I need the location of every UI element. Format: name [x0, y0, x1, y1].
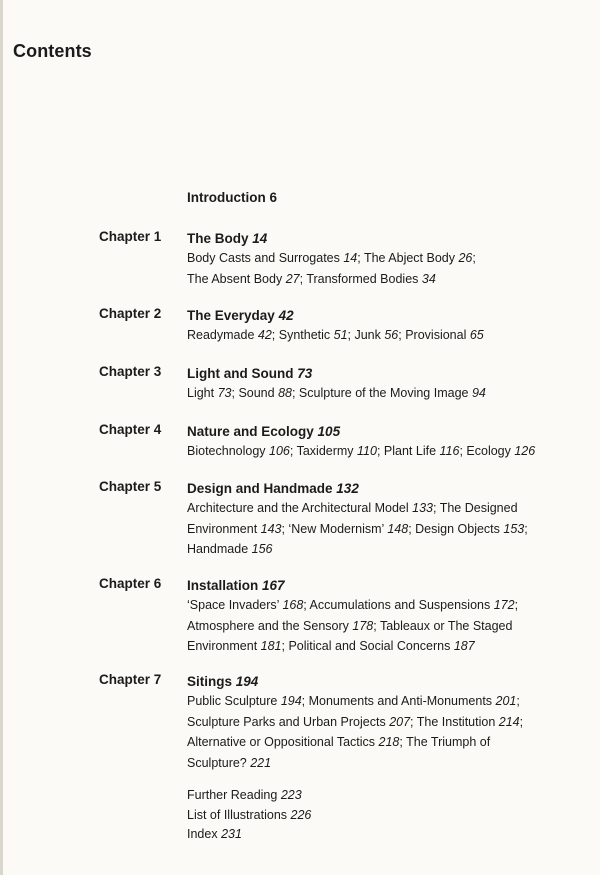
section-page: 143	[260, 521, 282, 536]
chapter-title-text: Light and Sound	[187, 366, 294, 381]
chapter-title-text: The Body	[187, 231, 249, 246]
chapter-page: 105	[317, 424, 341, 439]
section-page: 201	[495, 694, 517, 708]
section-text: ; Monuments and Anti-Monuments	[301, 694, 496, 708]
back-matter-page: 223	[280, 788, 302, 802]
section-text: Light	[187, 386, 218, 400]
section-text: ;	[472, 251, 476, 265]
section-page: 56	[384, 328, 399, 342]
chapter-number: Chapter 1	[99, 229, 162, 244]
section-page: 26	[458, 251, 473, 265]
section-page: 34	[421, 271, 436, 286]
chapter-title	[187, 422, 587, 441]
section-page: 42	[257, 328, 272, 342]
section-page: 88	[278, 386, 292, 400]
chapter-title-text: Design and Handmade	[187, 481, 333, 496]
section-text: ;	[519, 714, 524, 729]
chapter-body	[187, 479, 587, 560]
section-page: 214	[498, 714, 520, 729]
section-text: Handmade	[187, 542, 252, 556]
section-line	[187, 384, 587, 404]
section-text: Environment	[187, 639, 261, 653]
section-page: 181	[260, 639, 282, 653]
section-page: 178	[352, 618, 374, 633]
section-line	[187, 637, 587, 657]
section-page: 126	[514, 444, 536, 458]
section-line	[187, 713, 587, 733]
section-page: 73	[217, 386, 232, 400]
section-text: ; Plant Life	[376, 444, 440, 458]
toc-entry-list-of-illustrations	[187, 806, 311, 826]
section-text: ; Sound	[231, 386, 279, 400]
section-text: Architecture and the Architectural Model	[187, 501, 413, 515]
section-text: The Absent Body	[187, 271, 286, 286]
section-line	[187, 249, 587, 269]
chapter-page: 14	[252, 231, 268, 246]
section-page: 172	[493, 598, 515, 612]
section-page: 94	[471, 386, 486, 400]
chapter-title	[187, 672, 587, 691]
section-text: ; The Institution	[410, 714, 499, 729]
section-line	[187, 540, 587, 560]
section-text: ; The Designed	[432, 501, 518, 515]
chapter-number: Chapter 7	[99, 672, 162, 687]
chapter-title	[187, 479, 587, 498]
section-line	[187, 733, 587, 753]
chapter-title	[187, 364, 587, 383]
introduction-label: Introduction	[187, 190, 266, 205]
section-page: 148	[387, 521, 409, 536]
section-text: ; Junk	[347, 328, 385, 342]
section-text: Environment	[187, 521, 261, 536]
toc-entry-index	[187, 825, 311, 845]
chapter-body	[187, 306, 587, 346]
chapter-title-text: Sitings	[187, 674, 233, 689]
chapter-title-text: The Everyday	[187, 308, 275, 323]
chapter-body	[187, 672, 587, 773]
section-page: 218	[378, 735, 400, 749]
chapter-page: 73	[297, 366, 313, 381]
back-matter-label: Further Reading	[187, 788, 278, 802]
section-text: ;	[514, 598, 519, 612]
chapter-number: Chapter 4	[99, 422, 162, 437]
section-page: 153	[503, 521, 525, 536]
section-text: ; Synthetic	[271, 328, 334, 342]
section-line	[187, 520, 587, 540]
section-line	[187, 754, 587, 774]
section-text: ; Tableaux or The Staged	[373, 618, 513, 633]
chapter-body	[187, 576, 587, 657]
section-text: ; ‘New Modernism’	[281, 521, 388, 536]
back-matter-label: List of Illustrations	[187, 807, 288, 822]
chapter-title	[187, 576, 587, 595]
back-matter-page: 226	[290, 807, 312, 822]
section-page: 116	[439, 444, 460, 458]
back-matter-label: Index	[187, 827, 218, 841]
section-text: ;	[524, 521, 528, 536]
toc-entry-further-reading	[187, 786, 311, 806]
section-text: Alternative or Oppositional Tactics	[187, 735, 379, 749]
section-line	[187, 692, 587, 712]
back-matter-page: 231	[221, 827, 242, 841]
section-text: Atmosphere and the Sensory	[187, 618, 353, 633]
section-page: 194	[280, 694, 302, 708]
chapter-title	[187, 306, 587, 325]
chapter-title	[187, 229, 587, 248]
section-text: ; The Abject Body	[357, 251, 459, 265]
chapter-number: Chapter 3	[99, 364, 162, 379]
section-text: Sculpture Parks and Urban Projects	[187, 714, 390, 729]
section-page: 106	[269, 444, 290, 458]
page-title: Contents	[13, 41, 92, 61]
section-page: 65	[469, 328, 484, 342]
section-text: ; Provisional	[398, 328, 470, 342]
chapter-body	[187, 229, 587, 289]
section-text: Body Casts and Surrogates	[187, 251, 344, 265]
section-text: ; Sculpture of the Moving Image	[291, 386, 472, 400]
section-page: 207	[389, 714, 411, 729]
section-line	[187, 442, 587, 462]
section-line	[187, 596, 587, 616]
chapter-body	[187, 422, 587, 462]
chapter-page: 194	[235, 674, 259, 689]
back-matter	[187, 786, 311, 845]
chapter-number: Chapter 6	[99, 576, 162, 591]
chapter-body	[187, 364, 587, 404]
section-page: 221	[250, 755, 272, 770]
section-text: ; Accumulations and Suspensions	[303, 598, 494, 612]
section-text: ; Taxidermy	[289, 444, 358, 458]
section-text: Public Sculpture	[187, 694, 281, 708]
chapter-title-text: Nature and Ecology	[187, 424, 314, 439]
section-text: Readymade	[187, 328, 258, 342]
section-text: ; Transformed Bodies	[299, 271, 422, 286]
section-text: ; Political and Social Concerns	[281, 639, 454, 653]
section-page: 133	[412, 501, 433, 515]
section-page: 156	[251, 542, 273, 556]
chapter-page: 167	[262, 578, 285, 593]
section-text: Biotechnology	[187, 444, 270, 458]
section-text: ‘Space Invaders’	[187, 598, 283, 612]
chapter-number: Chapter 2	[99, 306, 162, 321]
chapter-title-text: Installation	[187, 578, 259, 593]
section-page: 51	[333, 328, 348, 342]
section-text: ;	[516, 694, 520, 708]
section-page: 14	[343, 251, 358, 265]
chapter-page: 132	[336, 481, 359, 496]
section-line	[187, 617, 587, 637]
section-line	[187, 499, 587, 519]
section-page: 110	[357, 444, 377, 458]
chapter-number: Chapter 5	[99, 479, 162, 494]
section-text: ; Design Objects	[408, 521, 504, 536]
section-line	[187, 326, 587, 346]
section-text: ; Ecology	[459, 444, 515, 458]
section-page: 168	[282, 598, 304, 612]
section-text: ; The Triumph of	[399, 735, 491, 749]
toc-entry-introduction	[187, 190, 277, 205]
section-text: Sculpture?	[187, 755, 251, 770]
chapter-page: 42	[278, 308, 294, 323]
section-line	[187, 270, 587, 290]
page-edge	[0, 0, 3, 875]
introduction-page: 6	[269, 190, 278, 205]
section-page: 187	[453, 639, 475, 653]
section-page: 27	[285, 271, 300, 286]
